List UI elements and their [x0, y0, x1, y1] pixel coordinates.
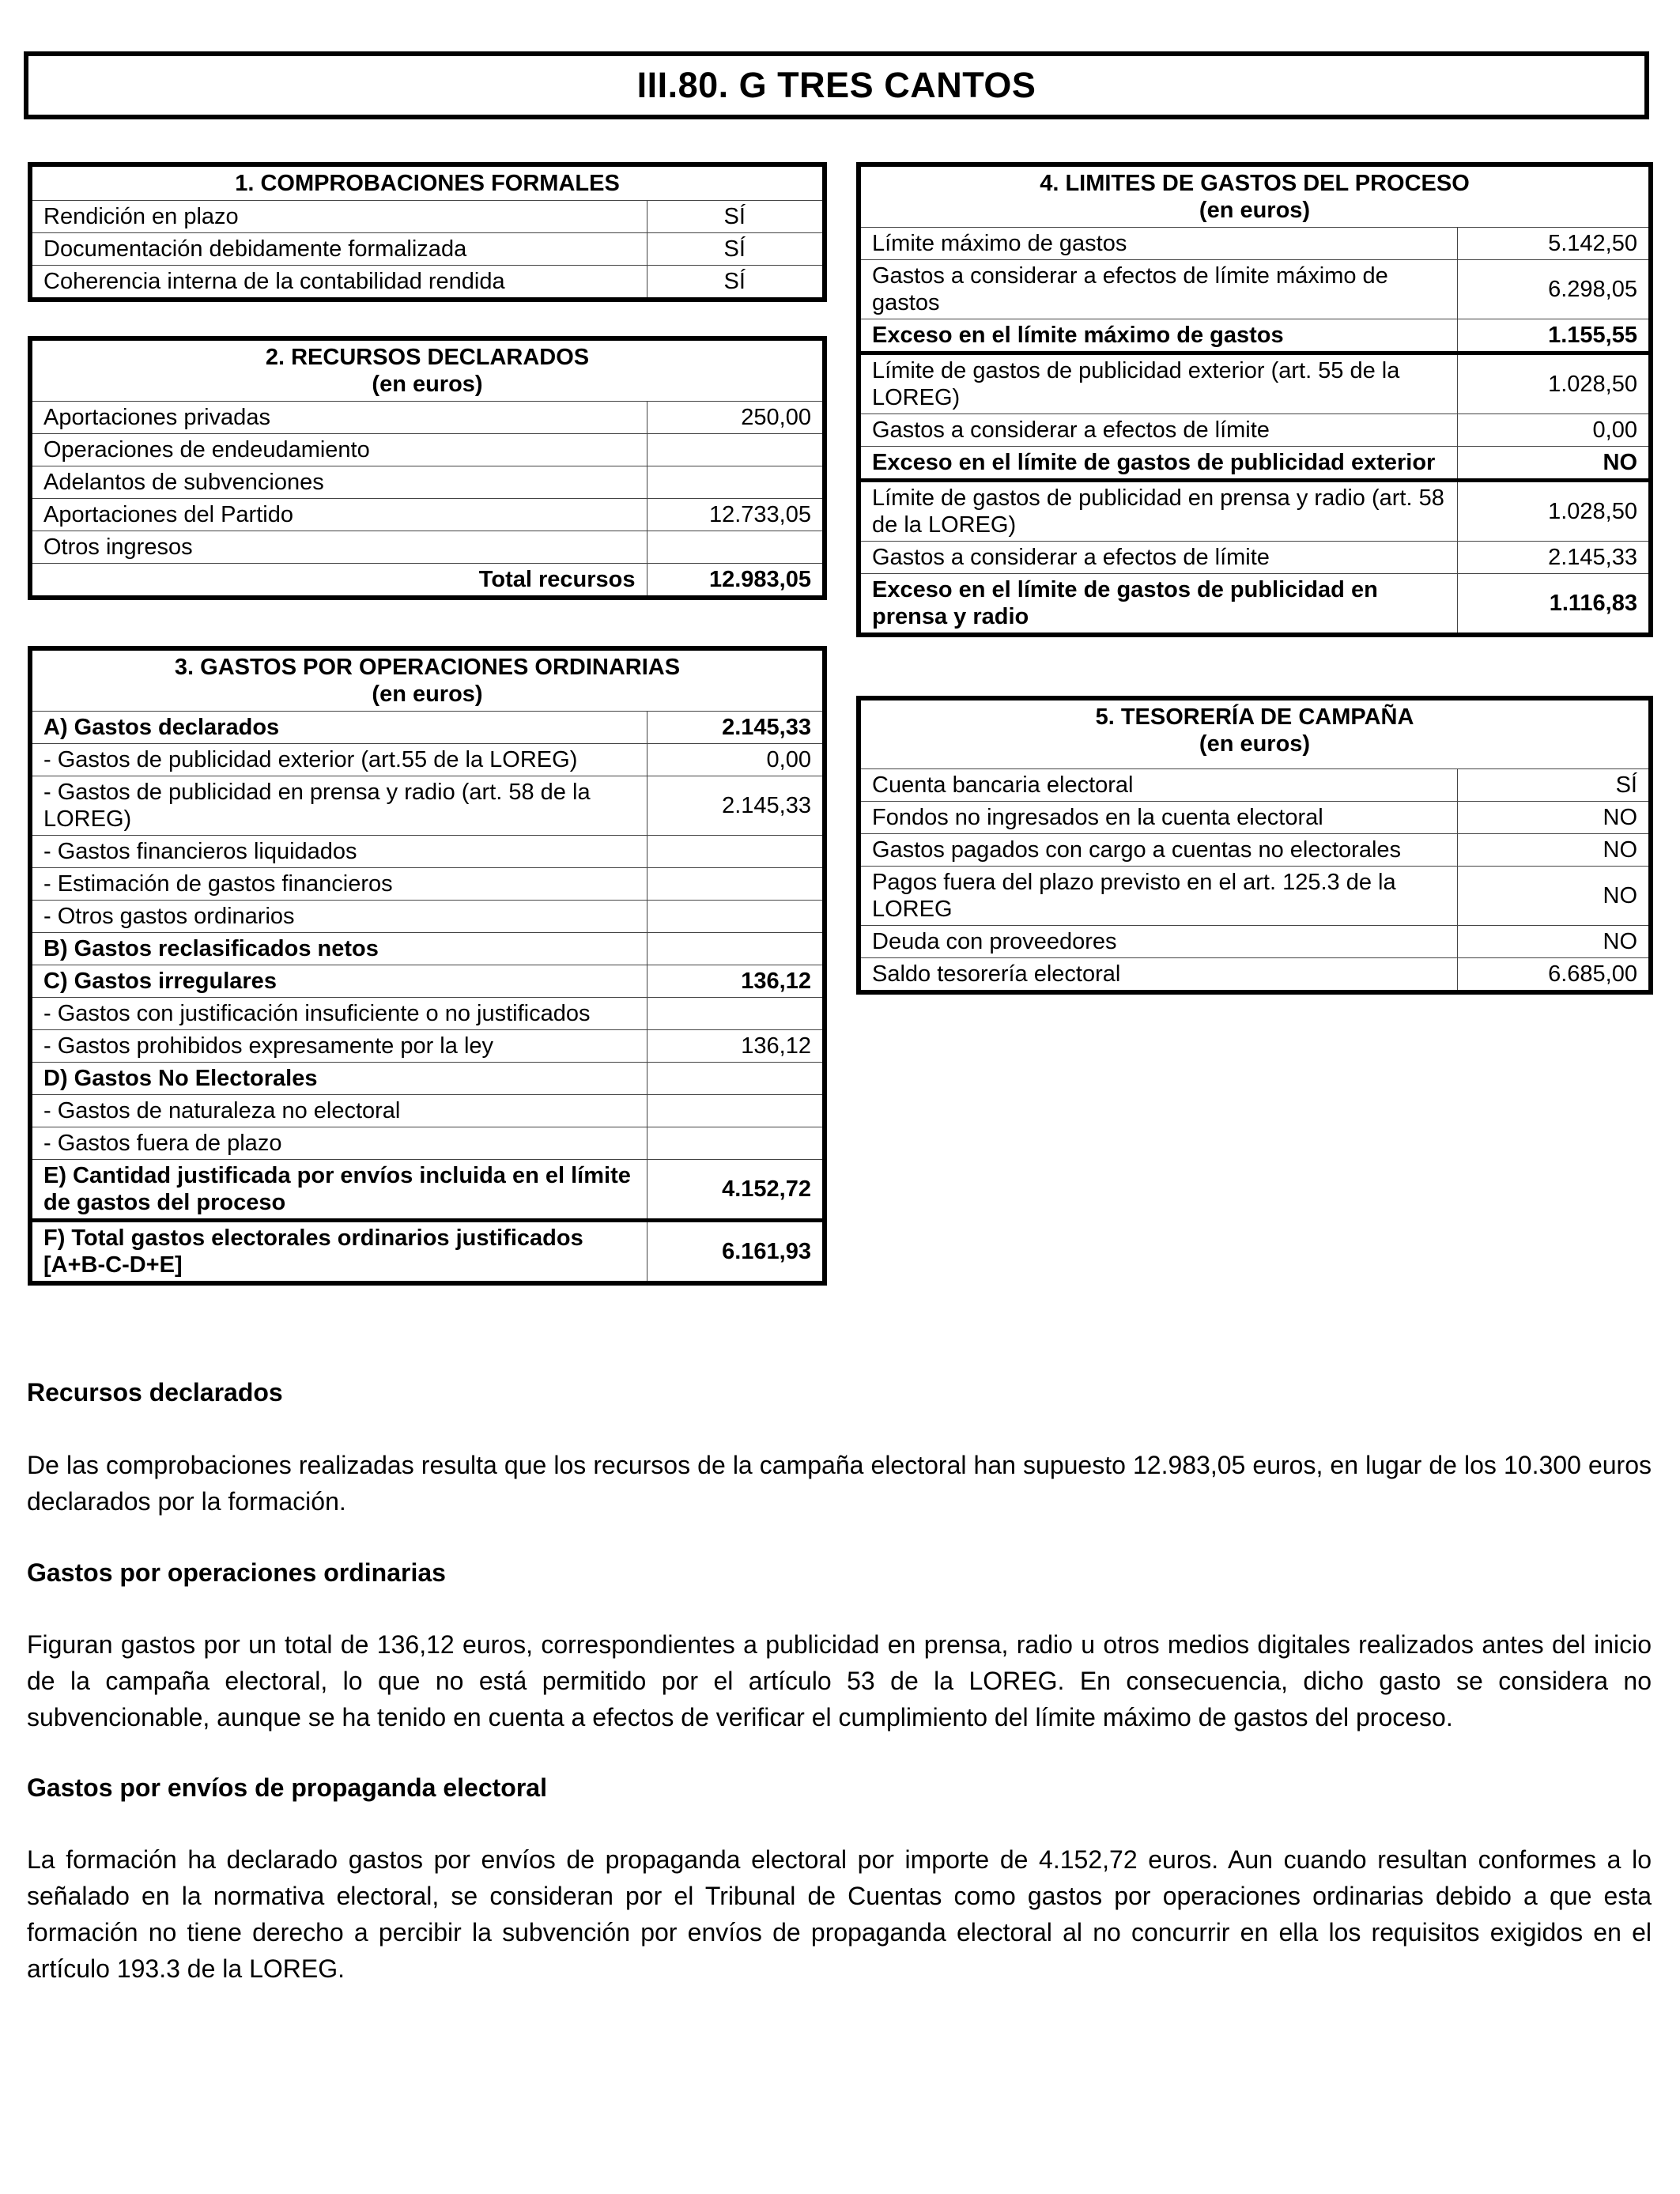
table-row: A) Gastos declarados 2.145,33 [30, 712, 825, 744]
table-heading: 3. GASTOS POR OPERACIONES ORDINARIAS [174, 655, 681, 680]
table-row: Gastos a considerar a efectos de límite 2.145,33 [859, 542, 1651, 574]
table-row: - Gastos de naturaleza no electoral [30, 1095, 825, 1127]
table-row: Límite máximo de gastos 5.142,50 [859, 228, 1651, 260]
table-row: - Gastos fuera de plazo [30, 1127, 825, 1160]
table-row: Gastos a considerar a efectos de límite 0,00 [859, 414, 1651, 447]
table-subheading: (en euros) [372, 682, 483, 707]
table-row: Operaciones de endeudamiento [30, 434, 825, 466]
section-body-envios-propaganda: La formación ha declarado gastos por envíos de propaganda electoral por importe de 4.152,72 euros. Aun cuando resultan conformes a lo señalado en la normativa electoral, se consideran por el Tribunal de Cuentas como gastos por operaciones ordinarias debido a que esta formación no tiene derecho a percibir la subvención por envíos de propaganda electoral al no concurrir en ella los requisitos exigidos en el artículo 193.3 de la LOREG. [27, 1845, 1652, 1983]
table-row: Exceso en el límite de gastos de publicidad en prensa y radio 1.116,83 [859, 574, 1651, 636]
table-row: Gastos a considerar a efectos de límite máximo de gastos 6.298,05 [859, 260, 1651, 319]
table-row: Fondos no ingresados en la cuenta electoral NO [859, 802, 1651, 834]
table-row: Cuenta bancaria electoral SÍ [859, 769, 1651, 802]
table-heading: 4. LIMITES DE GASTOS DEL PROCESO [1040, 171, 1470, 196]
table-row: - Estimación de gastos financieros [30, 868, 825, 901]
table-row: - Gastos financieros liquidados [30, 836, 825, 868]
table-row: Coherencia interna de la contabilidad rendida SÍ [30, 266, 825, 300]
table-row: Adelantos de subvenciones [30, 466, 825, 499]
table-heading: 1. COMPROBACIONES FORMALES [30, 164, 825, 201]
table-gastos-operaciones-ordinarias [28, 646, 827, 1286]
table-row: - Gastos de publicidad en prensa y radio (art. 58 de la LOREG) 2.145,33 [30, 776, 825, 836]
table-heading: 2. RECURSOS DECLARADOS [265, 345, 590, 370]
page-title: III.80. G TRES CANTOS [24, 51, 1649, 119]
section-heading-recursos: Recursos declarados [27, 1378, 283, 1407]
table-tesoreria-campana [856, 696, 1653, 995]
table-limites-gastos [856, 162, 1653, 637]
table-row: Exceso en el límite de gastos de publicidad exterior NO [859, 447, 1651, 481]
table-row: Límite de gastos de publicidad exterior (art. 55 de la LOREG) 1.028,50 [859, 353, 1651, 414]
table-subheading: (en euros) [1199, 198, 1311, 223]
section-heading-gastos-ordinarios: Gastos por operaciones ordinarias [27, 1558, 446, 1587]
table-row: Deuda con proveedores NO [859, 926, 1651, 958]
table-row: Pagos fuera del plazo previsto en el art. 125.3 de la LOREG NO [859, 867, 1651, 926]
table-row: - Gastos de publicidad exterior (art.55 de la LOREG) 0,00 [30, 744, 825, 776]
total-row: Total recursos 12.983,05 [30, 564, 825, 599]
table-heading: 5. TESORERÍA DE CAMPAÑA [1095, 704, 1414, 730]
section-body-recursos: De las comprobaciones realizadas resulta que los recursos de la campaña electoral han supuesto 12.983,05 euros, en lugar de los 10.300 euros declarados por la formación. [27, 1451, 1652, 1516]
table-row: Límite de gastos de publicidad en prensa y radio (art. 58 de la LOREG) 1.028,50 [859, 481, 1651, 542]
section-heading-envios-propaganda: Gastos por envíos de propaganda electoral [27, 1773, 547, 1802]
table-row: D) Gastos No Electorales [30, 1063, 825, 1095]
table-row: Otros ingresos [30, 531, 825, 564]
table-subheading: (en euros) [1199, 731, 1311, 757]
section-body-gastos-ordinarios: Figuran gastos por un total de 136,12 euros, correspondientes a publicidad en prensa, radio u otros medios digitales realizados antes del inicio de la campaña electoral, lo que no está permitido por el artículo 53 de la LOREG. En consecuencia, dicho gasto se considera no subvencionable, aunque se ha tenido en cuenta a efectos de verificar el cumplimiento del límite máximo de gastos del proceso. [27, 1630, 1652, 1731]
table-row: B) Gastos reclasificados netos [30, 933, 825, 965]
table-row: - Gastos con justificación insuficiente o no justificados [30, 998, 825, 1030]
table-row: - Gastos prohibidos expresamente por la ley 136,12 [30, 1030, 825, 1063]
table-row: E) Cantidad justificada por envíos incluida en el límite de gastos del proceso 4.152,72 [30, 1160, 825, 1221]
table-row: Aportaciones privadas 250,00 [30, 402, 825, 434]
table-row: C) Gastos irregulares 136,12 [30, 965, 825, 998]
table-row: Rendición en plazo SÍ [30, 201, 825, 233]
table-row: Documentación debidamente formalizada SÍ [30, 233, 825, 266]
table-row: Saldo tesorería electoral 6.685,00 [859, 958, 1651, 993]
table-comprobaciones-formales [28, 162, 827, 302]
table-row: - Otros gastos ordinarios [30, 901, 825, 933]
table-row: Exceso en el límite máximo de gastos 1.155,55 [859, 319, 1651, 353]
table-subheading: (en euros) [372, 372, 483, 397]
table-recursos-declarados [28, 336, 827, 600]
table-row: Aportaciones del Partido 12.733,05 [30, 499, 825, 531]
table-row: Gastos pagados con cargo a cuentas no electorales NO [859, 834, 1651, 867]
table-row: F) Total gastos electorales ordinarios justificados [A+B-C-D+E] 6.161,93 [30, 1221, 825, 1284]
